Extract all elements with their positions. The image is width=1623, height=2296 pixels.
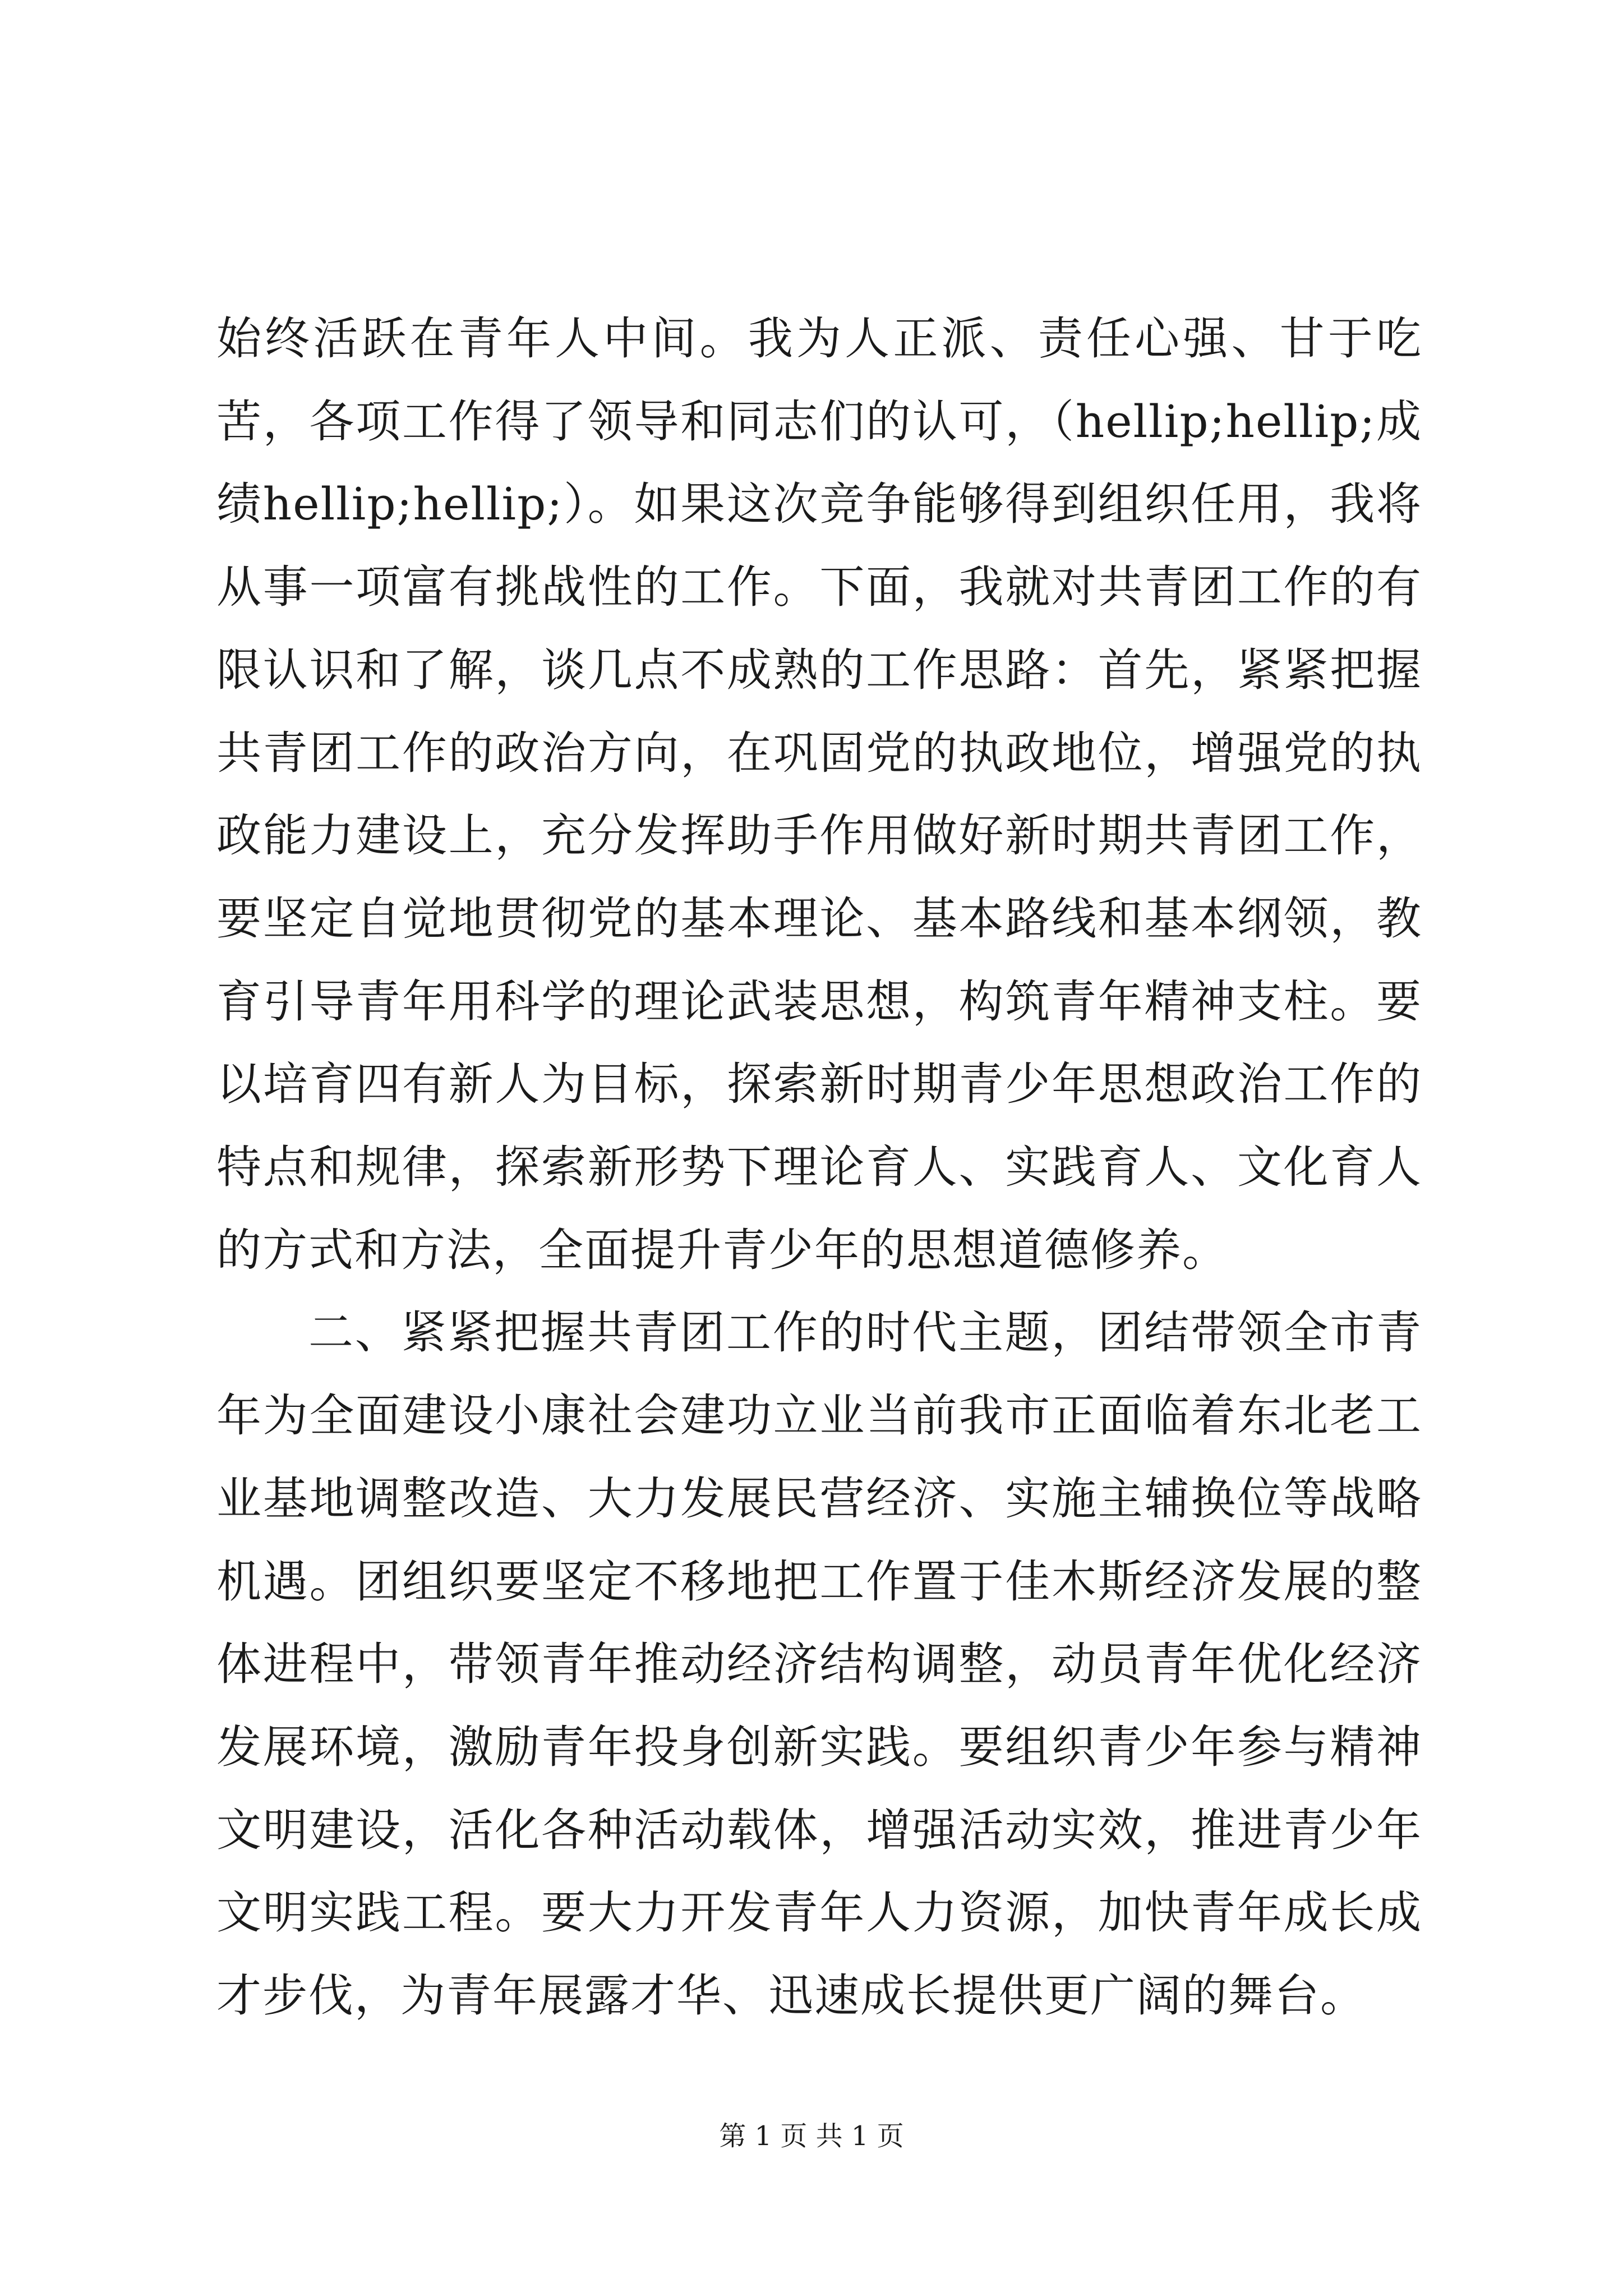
paragraph-2: 二、紧紧把握共青团工作的时代主题，团结带领全市青年为全面建设小康社会建功立业当前我市正面临着东北老工业基地调整改造、大力发展民营经济、实施主辅换位等战略机遇。团组织要坚定不移地把工作置于佳木斯经济发展的整体进程中，带领青年推动经济结构调整，动员青年优化经济发展环境，激励青年投身创新实践。要组织青少年参与精神文明建设，活化各种活动载体，增强活动实效，推进青少年文明实践工程。要大力开发青年人力资源，加快青年成长成才步伐，为青年展露才华、迅速成长提供更广阔的舞台。 [216, 1306, 1422, 2022]
page-footer: 第 1 页 共 1 页 [719, 2120, 904, 2152]
document-body [216, 297, 1422, 2037]
paragraph-1: 始终活跃在青年人中间。我为人正派、责任心强、甘于吃苦，各项工作得了领导和同志们的认可，（hellip;hellip;成绩hellip;hellip;）。如果这次竞争能够得到组织任用，我将从事一项富有挑战性的工作。下面，我就对共青团工作的有限认识和了解，谈几点不成熟的工作思路：首先，紧紧把握共青团工作的政治方向，在巩固党的执政地位，增强党的执政能力建设上，充分发挥助手作用做好新时期共青团工作，要坚定自觉地贯彻党的基本理论、基本路线和基本纲领，教育引导青年用科学的理论武装思想，构筑青年精神支柱。要以培育四有新人为目标，探索新时期青少年思想政治工作的特点和规律，探索新形势下理论育人、实践育人、文化育人的方式和方法，全面提升青少年的思想道德修养。 [216, 312, 1422, 1276]
